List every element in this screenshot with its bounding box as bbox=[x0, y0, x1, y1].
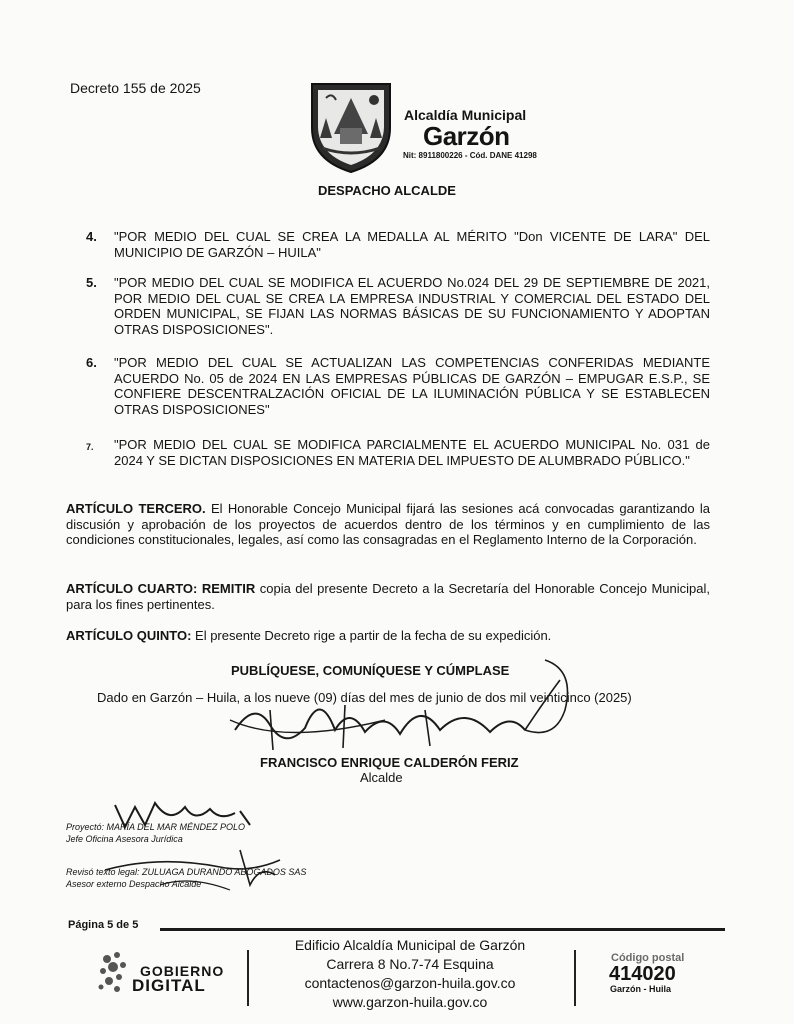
item-number: 7. bbox=[86, 442, 94, 452]
municipal-crest-logo bbox=[306, 78, 396, 174]
digital-label: DIGITAL bbox=[132, 976, 206, 995]
reviso-line: Revisó texto legal: ZULUAGA DURANDO ABOGADOS SAS bbox=[66, 867, 307, 877]
list-item bbox=[86, 437, 710, 468]
item-number: 5. bbox=[86, 275, 97, 290]
postal-code-label: Código postal bbox=[611, 952, 685, 964]
footer-email[interactable]: contactenos@garzon-huila.gov.co bbox=[304, 975, 516, 991]
article-text: El presente Decreto rige a partir de la fecha de su expedición. bbox=[191, 628, 552, 643]
footer-building: Edificio Alcaldía Municipal de Garzón bbox=[294, 937, 526, 953]
item-text: "POR MEDIO DEL CUAL SE ACTUALIZAN LAS COMPETENCIAS CONFERIDAS MEDIANTE ACUERDO No. 05 de 2024 EN LAS EMPRESAS PÚBLICAS DE GARZÓN – EMPUGAR E.S.P., SE CONFIERE DESCENTRALZACIÓN OFICIAL DE LA ILUMINACIÓN PÚBLICA Y SE ESTABLECEN OTRAS DISPOSICIONES" bbox=[114, 355, 710, 417]
postal-city: Garzón - Huila bbox=[610, 984, 672, 994]
article-text: copia del presente Decreto a la Secretaría del Honorable Concejo Municipal, para los fines pertinentes. bbox=[66, 581, 710, 612]
remitir-keyword: REMITIR bbox=[197, 581, 256, 596]
dado-line: Dado en Garzón – Huila, a los nueve (09) días del mes de junio de dos mil veinticinco (2025) bbox=[97, 690, 632, 705]
item-text: "POR MEDIO DEL CUAL SE MODIFICA EL ACUERDO No.024 DEL 29 DE SEPTIEMBRE DE 2021, POR MEDIO DEL CUAL SE CREA LA EMPRESA INDUSTRIAL Y COMERCIAL DEL ESTADO DEL ORDEN MUNICIPAL, SE FIJAN LAS NORMAS BÁSICAS DE SU FUNCIONAMIENTO Y ADOPTAN OTRAS DISPOSICIONES". bbox=[114, 275, 710, 337]
article-cuarto bbox=[66, 581, 710, 612]
alcaldia-label: Alcaldía Municipal bbox=[404, 107, 527, 123]
article-label: ARTÍCULO QUINTO: bbox=[66, 628, 192, 643]
proyecto-cargo: Jefe Oficina Asesora Jurídica bbox=[66, 834, 183, 844]
article-tercero bbox=[66, 501, 710, 548]
mayor-signature bbox=[225, 650, 595, 770]
item-text: "POR MEDIO DEL CUAL SE CREA LA MEDALLA AL MÉRITO "Don VICENTE DE LARA" DEL MUNICIPIO DE GARZÓN – HUILA" bbox=[114, 229, 710, 260]
list-item bbox=[86, 355, 710, 417]
footer-divider bbox=[160, 928, 725, 931]
item-number: 6. bbox=[86, 355, 97, 370]
despacho-heading: DESPACHO ALCALDE bbox=[318, 183, 456, 198]
decree-number: Decreto 155 de 2025 bbox=[70, 80, 201, 96]
postal-code: 414020 bbox=[609, 963, 676, 985]
article-text: El Honorable Concejo Municipal fijará las sesiones acá convocadas garantizando la discusión y aprobación de los proyectos de acuerdos dentro de los términos y en cumplimiento de las condiciones constitucionales, legales, así como las consagradas en el Reglamento Interno de la Corporación. bbox=[66, 501, 710, 547]
article-label: ARTÍCULO CUARTO: bbox=[66, 581, 198, 596]
reviso-cargo: Asesor externo Despacho Alcalde bbox=[66, 879, 202, 889]
page-number: Página 5 de 5 bbox=[68, 919, 139, 931]
signer-name: FRANCISCO ENRIQUE CALDERÓN FERIZ bbox=[260, 755, 519, 770]
item-text: "POR MEDIO DEL CUAL SE MODIFICA PARCIALMENTE EL ACUERDO MUNICIPAL No. 031 de 2024 Y SE DICTAN DISPOSICIONES EN MATERIA DEL IMPUESTO DE ALUMBRADO PÚBLICO." bbox=[114, 437, 710, 468]
footer-address: Carrera 8 No.7-74 Esquina bbox=[326, 956, 494, 972]
item-number: 4. bbox=[86, 229, 97, 244]
footer-separator bbox=[247, 950, 249, 1006]
gobierno-label: GOBIERNO bbox=[140, 963, 225, 979]
municipality-name: Garzón bbox=[423, 121, 510, 151]
footer-website[interactable]: www.garzon-huila.gov.co bbox=[332, 994, 488, 1010]
footer-separator bbox=[574, 950, 576, 1006]
publiquese-line: PUBLÍQUESE, COMUNÍQUESE Y CÚMPLASE bbox=[231, 663, 510, 678]
article-quinto bbox=[66, 628, 710, 644]
list-item bbox=[86, 229, 710, 260]
nit-line: Nit: 8911800226 - Cód. DANE 41298 bbox=[403, 151, 537, 160]
signer-title: Alcalde bbox=[360, 770, 403, 785]
article-label: ARTÍCULO TERCERO. bbox=[66, 501, 206, 516]
proyecto-line: Proyectó: MARÍA DEL MAR MÉNDEZ POLO bbox=[66, 822, 246, 832]
list-item bbox=[86, 275, 710, 337]
